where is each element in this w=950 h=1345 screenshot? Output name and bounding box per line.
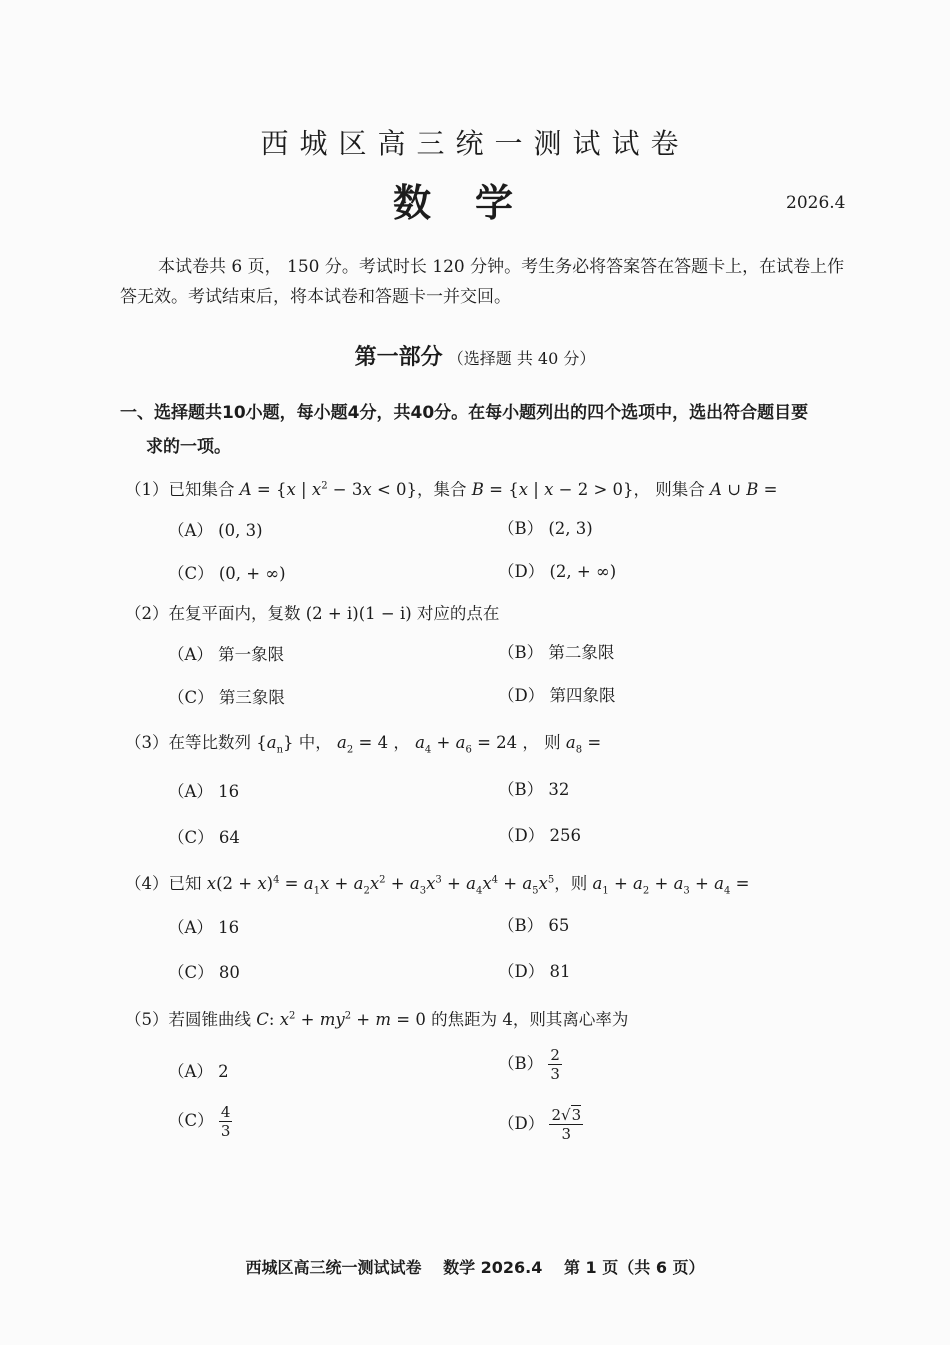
page-footer xyxy=(0,1255,950,1278)
footer-page-number: 第 1 页（共 6 页） xyxy=(563,1258,705,1277)
question-5-option-d: （D） $\frac{2√3}{3}$ xyxy=(498,1106,582,1143)
fraction-two-root-three-over-three: $\frac{2√3}{3}$ xyxy=(551,1106,582,1143)
question-5-option-c: （C） $\frac{4}{3}$ xyxy=(168,1103,231,1140)
question-2-option-b: （B） 第二象限 xyxy=(498,643,615,662)
subject-title: 数学 xyxy=(392,181,557,225)
question-1-stem: （1）已知集合 A = {x | $x^2 - 3x < 0$}，集合 B = {x | x − 2 > 0}， 则集合 A ∪ B = xyxy=(125,480,778,499)
question-2-stem: （2）在复平面内，复数 (2 + i)(1 − i) 对应的点在 xyxy=(125,604,500,623)
part-title: 第一部分 xyxy=(354,345,443,370)
question-5-option-b: （B） $\frac{2}{3}$ xyxy=(498,1046,560,1083)
question-4-option-d: （D） 81 xyxy=(498,962,571,981)
question-1-option-c: （C） (0, + ∞) xyxy=(168,564,286,583)
section-heading-line2: 求的一项。 xyxy=(146,437,231,457)
fraction-two-thirds: $\frac{2}{3}$ xyxy=(550,1046,560,1083)
question-2-option-a: （A） 第一象限 xyxy=(168,645,285,664)
question-1-option-a: （A） (0, 3) xyxy=(168,521,263,540)
question-4-option-a: （A） 16 xyxy=(168,918,240,937)
question-5-option-a: （A） 2 xyxy=(168,1062,229,1081)
question-1-option-d: （D） (2, + ∞) xyxy=(498,562,617,581)
part-heading xyxy=(0,340,950,371)
question-2-option-c: （C） 第三象限 xyxy=(168,688,285,707)
fraction-four-thirds: $\frac{4}{3}$ xyxy=(220,1103,231,1140)
question-3-option-c: （C） 64 xyxy=(168,828,240,847)
exam-date: 2026.4 xyxy=(786,193,846,213)
question-4-option-c: （C） 80 xyxy=(168,963,240,982)
exam-title: 西城区高三统一测试试卷 xyxy=(260,127,690,160)
question-1-option-b: （B） (2, 3) xyxy=(498,519,593,538)
question-4-option-b: （B） 65 xyxy=(498,916,570,935)
question-3-option-d: （D） 256 xyxy=(498,826,581,845)
footer-subject-date: 数学 2026.4 xyxy=(443,1258,543,1277)
question-4-stem: （4）已知 $x(2 + x)^4 = a_1x + a_2x^2 + a_3x^3 + a_4x^4 + a_5x^5$，则 $a_1 + a_2 + a_3 + a_4$ = xyxy=(125,874,750,897)
part-note: （选择题 共 40 分） xyxy=(447,349,596,368)
question-3-stem: （3）在等比数列 $\{a_n\}$ 中， $a_2 = 4$ ， $a_4 + a_6 = 24$ ， 则 $a_8$ = xyxy=(125,733,602,756)
section-heading-line1: 一、选择题共10小题，每小题4分，共40分。在每小题列出的四个选项中，选出符合题目要 xyxy=(120,403,809,423)
instructions: 本试卷共 6 页， 150 分。考试时长 120 分钟。考生务必将答案答在答题卡上，在试卷上作答无效。考试结束后，将本试卷和答题卡一并交回。 xyxy=(120,257,845,307)
section-heading xyxy=(120,396,850,464)
question-3-option-a: （A） 16 xyxy=(168,782,240,801)
question-3-option-b: （B） 32 xyxy=(498,780,570,799)
question-5-stem: （5）若圆锥曲线 C: $x^2 + my^2 + m = 0$ 的焦距为 4，则其离心率为 xyxy=(125,1010,629,1029)
question-2-option-d: （D） 第四象限 xyxy=(498,686,616,705)
footer-title: 西城区高三统一测试试卷 xyxy=(245,1258,422,1277)
